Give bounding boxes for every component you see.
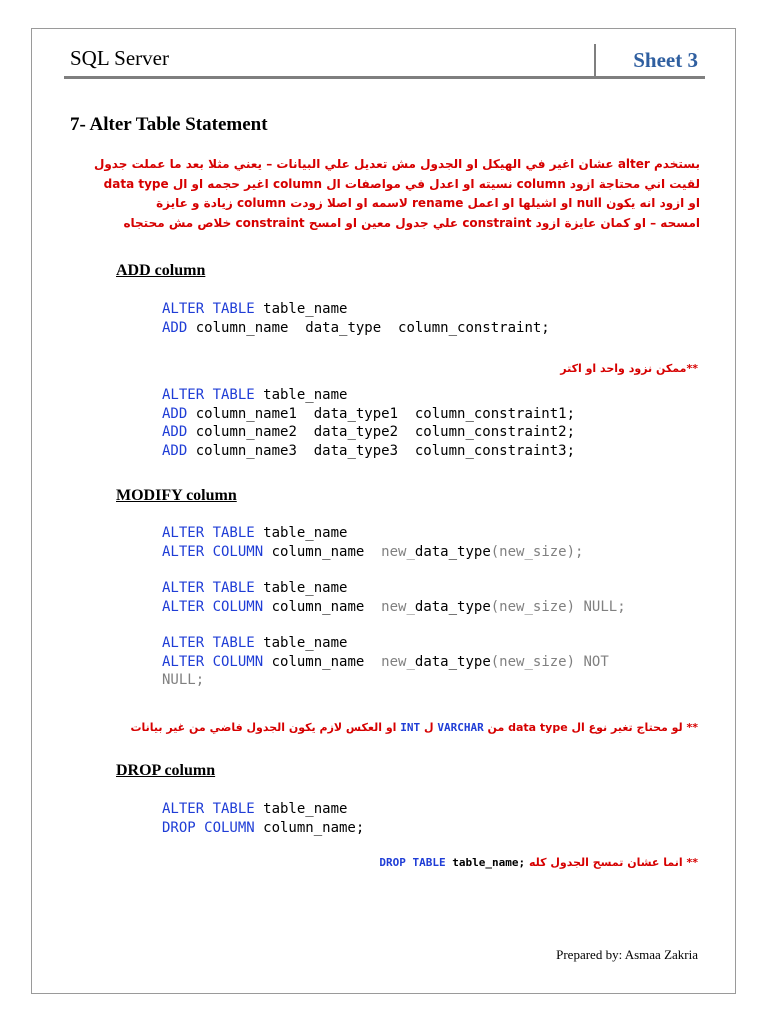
code-line: ALTER COLUMN column_name new_data_type(new_size) NOT	[162, 653, 609, 670]
code-line: ALTER TABLE table_name	[162, 387, 348, 403]
header-title: SQL Server	[70, 46, 169, 70]
code-line: ADD column_name data_type column_constraint;	[162, 319, 550, 336]
code-line: ADD column_name1 data_type1 column_constraint1;	[162, 405, 576, 422]
drop-column-note: ** انما عشان تمسح الجدول كله DROP TABLE table_name;	[379, 856, 698, 869]
code-line: ADD column_name2 data_type2 column_constraint2;	[162, 424, 576, 440]
header-divider	[594, 44, 596, 78]
code-line: ALTER TABLE table_name	[162, 525, 348, 541]
add-column-code-1	[162, 300, 550, 337]
section-title: 7- Alter Table Statement	[70, 114, 268, 135]
intro-line: بستخدم alter عشان اغير في الهيكل او الجدول مش تعديل علي البيانات – يعني مثلا بعد ما عملت جدول	[93, 157, 700, 171]
code-line: DROP COLUMN column_name;	[162, 819, 365, 836]
modify-column-code-3	[162, 634, 609, 690]
modify-column-code-2	[162, 579, 626, 616]
header-sheet-label: Sheet 3	[633, 48, 698, 72]
intro-line: امسحه – او كمان عايزة ازود constraint علي جدول معين او امسح constraint خلاص مش محتجاه	[123, 215, 700, 230]
add-column-code-2	[162, 386, 575, 460]
drop-column-heading: DROP column	[116, 762, 216, 779]
intro-line: او ازود انه يكون null او اشيلها او اعمل rename لاسمه او اصلا زودت column زيادة و عايزة	[156, 196, 700, 210]
code-line: NULL;	[162, 672, 205, 688]
code-line: ALTER TABLE table_name	[162, 635, 348, 651]
code-line: ALTER COLUMN column_name new_data_type(new_size);	[162, 543, 584, 560]
code-line: ALTER TABLE table_name	[162, 801, 348, 817]
code-line: ADD column_name3 data_type3 column_constraint3;	[162, 442, 576, 459]
code-line: ALTER TABLE table_name	[162, 301, 348, 317]
code-line: ALTER COLUMN column_name new_data_type(new_size) NULL;	[162, 598, 626, 615]
header-rule	[64, 76, 705, 79]
modify-column-heading: MODIFY column	[116, 487, 237, 504]
intro-paragraph	[68, 155, 700, 233]
add-column-note: **ممكن نزود واحد او اكتر	[560, 362, 698, 375]
modify-column-code-1	[162, 524, 583, 561]
footer-prepared-by: Prepared by: Asmaa Zakria	[556, 947, 698, 962]
intro-line: لقيت اني محتاجة ازود column نسيته او اعدل في مواصفات ال column اغير حجمه او ال data type	[103, 176, 700, 191]
modify-column-note: ** لو محتاج تغير نوع ال data type من VARCHAR ل INT او العكس لازم يكون الجدول فاضي من غير بيانات	[130, 721, 698, 734]
drop-column-code	[162, 800, 364, 837]
code-line: ALTER TABLE table_name	[162, 580, 348, 596]
add-column-heading: ADD column	[116, 262, 206, 279]
